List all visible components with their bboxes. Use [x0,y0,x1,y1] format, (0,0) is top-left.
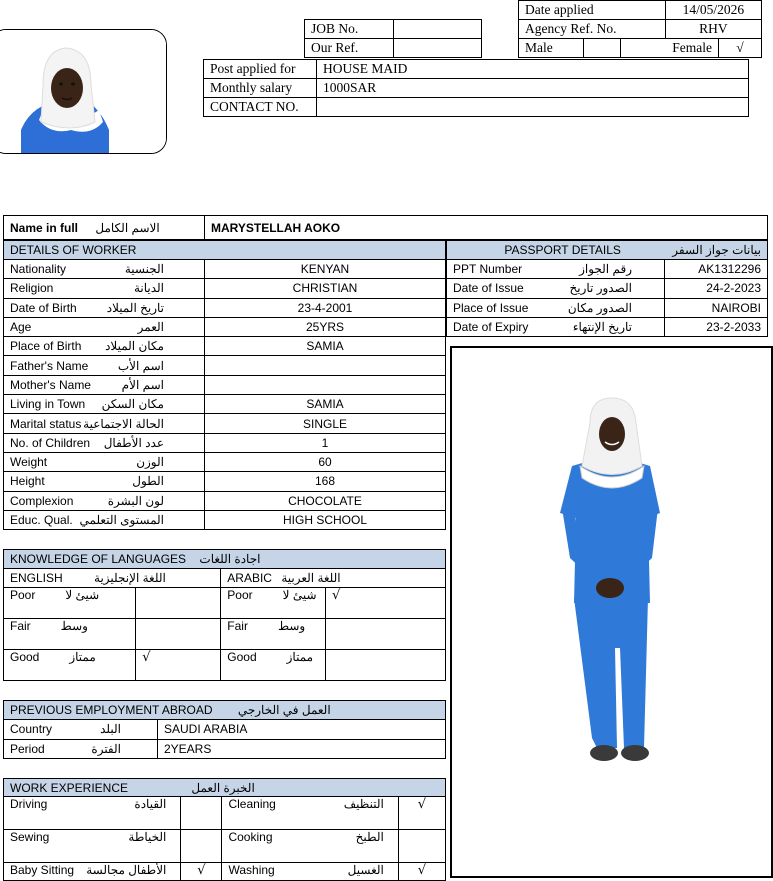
level-label-en: Good [227,650,257,664]
level-label-ar: شيئ لا [282,588,317,602]
worker-label-en: Complexion [10,493,74,508]
worker-label-ar: المستوى التعلمي [79,513,164,527]
passport-label-ar: تاريخ الإنتهاء [572,320,632,335]
worker-label-en: Educ. Qual. [10,513,73,527]
worker-row [4,510,446,529]
worker-row [4,491,446,510]
worker-row-label [4,337,205,356]
contact-value [317,98,749,117]
worker-label-ar: تاريخ الميلاد [106,300,164,315]
passport-label-en: PPT Number [453,262,523,277]
passport-row-label [447,260,665,279]
employment-title [4,701,446,720]
worker-row-label [4,260,205,279]
english-level-label [4,650,136,681]
post-applied-value: HOUSE MAID [317,60,749,79]
languages-table [3,549,446,681]
worker-row-value: CHOCOLATE [205,491,446,510]
monthly-salary-label: Monthly salary [204,79,317,98]
employment-row [4,720,446,740]
worker-label-en: Religion [10,281,54,296]
monthly-salary-value: 1000SAR [317,79,749,98]
level-label-en: Good [10,650,40,664]
passport-row [447,317,768,336]
female-label: Female [621,39,719,58]
passport-label-en: Place of Issue [453,300,529,315]
worker-label-ar: اسم الأب [117,358,164,373]
name-label-en: Name in full [10,220,79,235]
experience-label-ar: الأطفال مجالسة [86,863,167,877]
passport-details-table [446,240,768,337]
employment-row-value: 2YEARS [158,739,446,759]
worker-label-ar: الحالة الاجتماعية [83,416,164,431]
worker-label-en: Age [10,320,32,335]
experience-table [3,778,446,881]
worker-label-en: Place of Birth [10,339,82,354]
male-check [584,39,621,58]
job-no-value [394,20,482,39]
worker-row-value: SAMIA [205,395,446,414]
worker-row [4,433,446,452]
level-label-en: Poor [10,588,36,602]
experience-label-ar: الغسيل [347,863,384,877]
english-level-check [136,588,221,619]
passport-label-en: Date of Expiry [453,320,529,335]
english-level-check [136,619,221,650]
worker-label-ar: الديانة [133,281,164,296]
job-ref-table [304,19,482,58]
language-level-row [4,588,446,619]
worker-row [4,356,446,375]
employment-label-en: Country [10,722,53,737]
worker-row-label [4,356,205,375]
worker-row-label [4,279,205,298]
worker-label-ar: الجنسية [124,262,164,277]
agency-ref-label: Agency Ref. No. [519,20,666,39]
worker-row [4,395,446,414]
experience-left-check [181,830,222,863]
worker-label-ar: لون البشرة [107,493,164,508]
experience-right-label [222,830,398,863]
employment-row-label [4,720,158,740]
worker-row-label [4,414,205,433]
worker-row [4,317,446,336]
experience-left-check: √ [181,863,222,881]
employment-row-label [4,739,158,759]
experience-label-ar: الخياطة [128,830,167,844]
level-label-ar: وسط [277,619,306,633]
worker-row-value: 168 [205,472,446,491]
worker-row-value: 1 [205,433,446,452]
arabic-level-check [326,619,446,650]
arabic-level-label [221,650,326,681]
employment-row-value: SAUDI ARABIA [158,720,446,740]
worker-row [4,375,446,394]
worker-details-title: DETAILS OF WORKER [4,241,446,260]
experience-label-en: Washing [228,863,275,877]
language-level-row [4,650,446,681]
worker-row [4,472,446,491]
employment-row [4,739,446,759]
male-label: Male [519,39,584,58]
worker-row-value: CHRISTIAN [205,279,446,298]
passport-label-ar: الصدور مكان [567,300,632,315]
level-label-en: Poor [227,588,253,602]
experience-row [4,797,446,830]
experience-title-ar: الخبرة العمل [191,780,255,795]
worker-row-value: KENYAN [205,260,446,279]
passport-title-ar: بيانات جواز السفر [672,243,761,257]
post-table [203,59,749,117]
passport-details-title [447,241,768,260]
our-ref-label: Our Ref. [305,39,394,58]
passport-row [447,298,768,317]
worker-label-en: Mother's Name [10,377,91,392]
worker-row-value: 25YRS [205,317,446,336]
experience-label-ar: القيادة [134,797,167,811]
passport-photo-frame [0,29,167,154]
arabic-label-en: ARABIC [227,571,272,585]
worker-label-ar: العمر [137,320,164,335]
worker-row [4,337,446,356]
experience-left-label [4,830,181,863]
worker-row [4,298,446,317]
worker-label-en: Marital status [10,416,82,431]
experience-label-en: Cooking [228,830,273,844]
experience-right-check: √ [398,863,445,881]
date-applied-value: 14/05/2026 [665,1,761,20]
experience-row [4,830,446,863]
worker-row-value [205,356,446,375]
worker-details-table [3,240,446,530]
worker-row-value: 60 [205,452,446,471]
experience-right-label [222,863,398,881]
experience-left-label [4,863,181,881]
worker-row [4,260,446,279]
application-info-table [518,0,762,58]
name-label-ar: الاسم الكامل [95,220,160,235]
full-body-photo [452,348,771,876]
worker-label-en: Nationality [10,262,67,277]
passport-row-label [447,279,665,298]
experience-right-check: √ [398,797,445,830]
worker-label-ar: عدد الأطفال [103,435,164,450]
level-label-ar: وسط [60,619,88,633]
worker-row-label [4,395,205,414]
level-label-ar: ممتاز [69,650,96,664]
english-header [4,569,221,588]
passport-row-value: 23-2-2033 [665,317,768,336]
contact-label: CONTACT NO. [204,98,317,117]
experience-label-en: Baby Sitting [10,863,75,877]
worker-row-label [4,452,205,471]
employment-label-ar: البلد [100,722,121,737]
experience-label-ar: الطبخ [355,830,384,844]
passport-row [447,279,768,298]
passport-label-ar: الصدور تاريخ [569,281,632,296]
worker-label-en: Father's Name [10,358,89,373]
post-applied-label: Post applied for [204,60,317,79]
experience-right-label [222,797,398,830]
arabic-level-label [221,588,326,619]
worker-label-ar: مكان الميلاد [105,339,164,354]
name-value: MARYSTELLAH AOKO [205,216,768,240]
experience-label-en: Driving [10,797,48,811]
experience-right-check [398,830,445,863]
worker-label-ar: الوزن [136,455,164,470]
passport-row [447,260,768,279]
name-label [4,216,205,240]
worker-row-label [4,433,205,452]
worker-row-label [4,491,205,510]
employment-title-en: PREVIOUS EMPLOYMENT ABROAD [10,703,213,717]
name-table [3,215,768,240]
experience-left-check [181,797,222,830]
level-label-en: Fair [10,619,31,633]
worker-label-en: Weight [10,455,48,470]
worker-label-en: Date of Birth [10,300,77,315]
full-body-photo-frame [450,346,773,878]
english-label-en: ENGLISH [10,571,63,585]
employment-label-en: Period [10,741,45,756]
experience-label-ar: التنظيف [343,797,384,811]
experience-title-en: WORK EXPERIENCE [10,780,129,795]
worker-row-label [4,510,205,529]
arabic-label-ar: اللغة العربية [281,571,341,585]
date-applied-label: Date applied [519,1,666,20]
worker-row [4,452,446,471]
worker-row-value [205,375,446,394]
employment-table [3,700,446,759]
worker-row-label [4,472,205,491]
languages-title-ar: اجادة اللغات [199,552,261,566]
worker-row-label [4,298,205,317]
passport-row-value: 24-2-2023 [665,279,768,298]
passport-photo [0,30,166,153]
english-level-label [4,588,136,619]
english-label-ar: اللغة الإنجليزية [94,571,166,585]
level-label-en: Fair [227,619,248,633]
arabic-header [221,569,446,588]
worker-row [4,279,446,298]
experience-left-label [4,797,181,830]
employment-label-ar: الفترة [91,741,121,756]
arabic-level-check [326,650,446,681]
worker-label-ar: اسم الأم [121,377,164,392]
passport-row-label [447,317,665,336]
passport-row-value: AK1312296 [665,260,768,279]
worker-label-ar: الطول [132,474,164,489]
passport-title-en: PASSPORT DETAILS [504,243,621,257]
worker-row-value: SINGLE [205,414,446,433]
languages-title [4,550,446,569]
employment-title-ar: العمل في الخارجي [237,703,331,717]
english-level-label [4,619,136,650]
arabic-level-label [221,619,326,650]
worker-row-value: SAMIA [205,337,446,356]
experience-row [4,863,446,881]
worker-label-en: Living in Town [10,397,86,412]
worker-row-label [4,317,205,336]
passport-label-ar: رقم الجواز [579,262,632,277]
experience-label-en: Sewing [10,830,50,844]
passport-row-value: NAIROBI [665,298,768,317]
languages-title-en: KNOWLEDGE OF LANGUAGES [10,552,187,566]
worker-label-ar: مكان السكن [101,397,164,412]
worker-row-value: HIGH SCHOOL [205,510,446,529]
worker-label-en: No. of Children [10,435,91,450]
worker-label-en: Height [10,474,45,489]
female-check: √ [719,39,762,58]
english-level-check: √ [136,650,221,681]
worker-row [4,414,446,433]
experience-title [4,779,446,797]
our-ref-value [394,39,482,58]
level-label-ar: ممتاز [286,650,314,664]
worker-row-label [4,375,205,394]
passport-label-en: Date of Issue [453,281,524,296]
worker-row-value: 23-4-2001 [205,298,446,317]
agency-ref-value: RHV [665,20,761,39]
arabic-level-check: √ [326,588,446,619]
passport-row-label [447,298,665,317]
language-level-row [4,619,446,650]
level-label-ar: شيئ لا [65,588,100,602]
experience-label-en: Cleaning [228,797,276,811]
job-no-label: JOB No. [305,20,394,39]
